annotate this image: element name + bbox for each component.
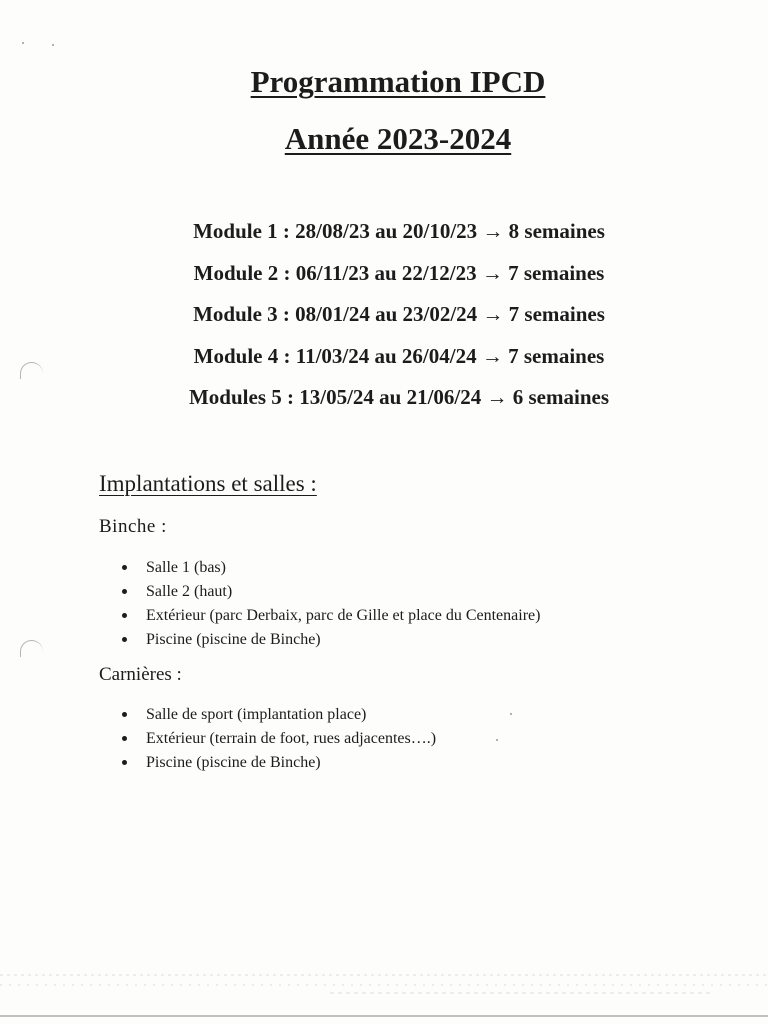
document-subtitle-year: Année 2023-2024 [284,121,512,156]
binche-rooms-list [0,557,540,653]
list-item: Piscine (piscine de Binche) [0,752,436,776]
scan-speck [52,44,54,46]
list-item: Extérieur (parc Derbaix, parc de Gille et place du Centenaire) [0,605,540,629]
module-schedule-list [0,216,768,424]
module-4-line: Module 4 : 11/03/24 au 26/04/24 → 7 semaines [193,343,605,368]
location-heading-binche: Binche : [99,516,167,537]
scan-speck [510,713,512,715]
punch-hole-mark [20,640,43,657]
location-heading-carnieres: Carnières : [99,664,182,685]
list-item: Piscine (piscine de Binche) [0,629,540,653]
punch-hole-mark [20,362,43,379]
page-edge-line [0,1015,768,1017]
scan-speck [496,739,498,741]
carnieres-rooms-list [0,704,436,776]
scan-speck [22,42,24,44]
list-item: Extérieur (terrain de foot, rues adjacentes….) [0,728,436,752]
scan-bleed-through [0,960,768,1010]
module-3-line: Module 3 : 08/01/24 au 23/02/24 → 7 semaines [193,302,605,327]
module-2-line: Module 2 : 06/11/23 au 22/12/23 → 7 semaines [193,260,605,285]
locations-section-heading: Implantations et salles : [99,471,317,496]
document-title: Programmation IPCD [250,64,546,99]
list-item: Salle de sport (implantation place) [0,704,436,728]
module-5-line: Modules 5 : 13/05/24 au 21/06/24 → 6 semaines [188,385,609,410]
module-1-line: Module 1 : 28/08/23 au 20/10/23 → 8 semaines [193,219,605,243]
list-item: Salle 1 (bas) [0,557,540,581]
list-item: Salle 2 (haut) [0,581,540,605]
